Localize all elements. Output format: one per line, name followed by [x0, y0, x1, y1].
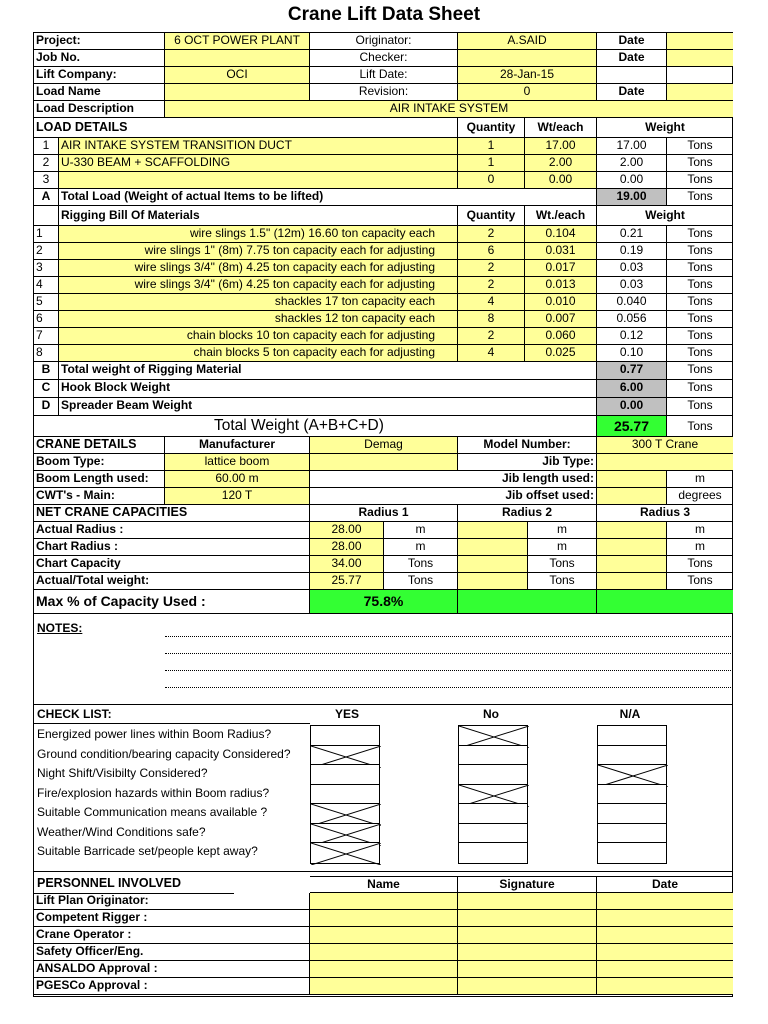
rigging-item-quantity[interactable]: 8 — [458, 311, 525, 328]
boom-type-label: Boom Type: — [34, 454, 165, 471]
personnel-role: Competent Rigger : — [34, 910, 310, 927]
jib-type-field[interactable] — [597, 454, 733, 471]
radius-3-unit: Tons — [667, 556, 733, 573]
jib-offset-unit: degrees — [667, 488, 733, 505]
total-a-value: 19.00 — [597, 189, 667, 206]
load-item-quantity[interactable]: 1 — [458, 155, 525, 172]
radius-1-header: Radius 1 — [310, 505, 458, 522]
radius-3-header: Radius 3 — [597, 505, 733, 522]
load-name-field[interactable] — [165, 84, 310, 101]
capacity-label: Actual/Total weight: — [34, 573, 310, 590]
rigging-item-quantity[interactable]: 4 — [458, 294, 525, 311]
radius-2-unit: m — [528, 539, 597, 556]
checklist-question: Weather/Wind Conditions safe? — [37, 824, 206, 839]
checklist-question: Energized power lines within Boom Radius? — [37, 727, 272, 741]
date-field-1[interactable] — [667, 33, 733, 50]
max-capacity-value: 75.8% — [310, 590, 458, 614]
rigging-item-quantity[interactable]: 2 — [458, 226, 525, 243]
notes-line[interactable] — [165, 687, 733, 688]
personnel-role: ANSALDO Approval : — [34, 961, 310, 978]
rigging-item-description[interactable]: shackles 12 ton capacity each — [59, 311, 458, 328]
personnel-name-field[interactable] — [310, 927, 458, 944]
radius-2-header: Radius 2 — [458, 505, 597, 522]
rigging-item-unit: Tons — [667, 328, 733, 345]
grand-total-unit: Tons — [667, 416, 733, 437]
load-item-unit: Tons — [667, 172, 733, 189]
rigging-item-wt-each[interactable]: 0.013 — [525, 277, 597, 294]
radius-1-value[interactable]: 28.00 — [310, 522, 384, 539]
boom-type-extra[interactable] — [310, 454, 458, 471]
checklist-heading: CHECK LIST: — [37, 707, 112, 721]
radius-3-value[interactable] — [597, 573, 667, 590]
load-description-label: Load Description — [34, 101, 165, 118]
checklist-question: Night Shift/Visibilty Considered? — [37, 766, 208, 780]
personnel-date-field[interactable] — [597, 978, 733, 995]
radius-2-value[interactable] — [458, 539, 528, 556]
rigging-quantity-header: Quantity — [458, 206, 525, 226]
grand-total-value: 25.77 — [597, 416, 667, 437]
boom-type-field[interactable]: lattice boom — [165, 454, 310, 471]
max-capacity-r2 — [458, 590, 597, 614]
job-no-field[interactable] — [165, 50, 310, 67]
checklist-question: Ground condition/bearing capacity Considered? — [37, 746, 291, 761]
load-item-weight: 0.00 — [597, 172, 667, 189]
radius-2-value[interactable] — [458, 556, 528, 573]
checkbox-na[interactable] — [597, 842, 667, 864]
lift-date-field[interactable]: 28-Jan-15 — [458, 67, 597, 84]
date-label-3: Date — [597, 84, 667, 101]
rigging-item-wt-each[interactable]: 0.010 — [525, 294, 597, 311]
date-field-3[interactable] — [667, 84, 733, 101]
personnel-signature-field[interactable] — [458, 944, 597, 961]
row-number: 7 — [34, 328, 59, 345]
personnel-date-field[interactable] — [597, 927, 733, 944]
row-number: 1 — [34, 138, 59, 155]
rigging-item-unit: Tons — [667, 277, 733, 294]
lift-company-field[interactable]: OCI — [165, 67, 310, 84]
originator-field[interactable]: A.SAID — [458, 33, 597, 50]
load-item-description[interactable]: U-330 BEAM + SCAFFOLDING — [59, 155, 458, 172]
rigging-item-wt-each[interactable]: 0.104 — [525, 226, 597, 243]
total-unit: Tons — [667, 362, 733, 380]
row-number: 8 — [34, 345, 59, 362]
checklist-question: Fire/explosion hazards within Boom radius? — [37, 785, 270, 800]
capacity-label: Chart Capacity — [34, 556, 310, 573]
rigging-item-weight: 0.12 — [597, 328, 667, 345]
total-value: 6.00 — [597, 380, 667, 398]
checkbox-no[interactable] — [458, 842, 528, 864]
personnel-date-field[interactable] — [597, 910, 733, 927]
radius-1-unit: Tons — [384, 556, 458, 573]
capacity-label: Chart Radius : — [34, 539, 310, 556]
divider — [34, 723, 310, 724]
na-header: N/A — [619, 707, 641, 721]
date-label-1: Date — [597, 33, 667, 50]
rigging-item-wt-each[interactable]: 0.060 — [525, 328, 597, 345]
rigging-heading: Rigging Bill Of Materials — [59, 206, 458, 226]
personnel-signature-field[interactable] — [458, 927, 597, 944]
load-item-wt-each[interactable]: 17.00 — [525, 138, 597, 155]
radius-2-value[interactable] — [458, 522, 528, 539]
rigging-item-quantity[interactable]: 2 — [458, 277, 525, 294]
no-header: No — [483, 707, 499, 721]
crane-details-heading: CRANE DETAILS — [34, 437, 165, 454]
checkbox-yes[interactable] — [310, 842, 380, 864]
max-capacity-r3 — [597, 590, 733, 614]
name-header: Name — [310, 876, 458, 893]
load-item-weight: 2.00 — [597, 155, 667, 172]
data-sheet — [33, 32, 733, 997]
total-value: 0.77 — [597, 362, 667, 380]
load-item-quantity[interactable]: 0 — [458, 172, 525, 189]
radius-1-value[interactable]: 25.77 — [310, 573, 384, 590]
divider — [34, 871, 733, 872]
yes-header: YES — [334, 707, 359, 721]
grand-total-label: Total Weight (A+B+C+D) — [34, 416, 597, 437]
total-value: 0.00 — [597, 398, 667, 416]
revision-label: Revision: — [310, 84, 458, 101]
rigging-item-description[interactable]: shackles 17 ton capacity each — [59, 294, 458, 311]
total-a-label: Total Load (Weight of actual Items to be lifted) — [59, 189, 597, 206]
rigging-item-unit: Tons — [667, 345, 733, 362]
rigging-item-wt-each[interactable]: 0.017 — [525, 260, 597, 277]
load-details-heading: LOAD DETAILS — [34, 118, 458, 138]
load-description-field[interactable]: AIR INTAKE SYSTEM — [165, 101, 733, 118]
rigging-item-quantity[interactable]: 2 — [458, 328, 525, 345]
radius-2-unit: m — [528, 522, 597, 539]
signature-header: Signature — [458, 876, 597, 893]
rigging-item-description[interactable]: chain blocks 5 ton capacity each for adjusting — [59, 345, 458, 362]
radius-3-unit: Tons — [667, 573, 733, 590]
notes-line[interactable] — [165, 670, 733, 671]
personnel-heading: PERSONNEL INVOLVED — [37, 876, 182, 890]
total-letter: B — [34, 362, 59, 380]
boom-length-field[interactable]: 60.00 m — [165, 471, 310, 488]
total-label: Total weight of Rigging Material — [59, 362, 597, 380]
radius-3-unit: m — [667, 522, 733, 539]
personnel-date-field[interactable] — [597, 893, 733, 910]
rigging-item-description[interactable]: chain blocks 10 ton capacity each for adjusting — [59, 328, 458, 345]
radius-1-value[interactable]: 28.00 — [310, 539, 384, 556]
load-item-wt-each[interactable]: 2.00 — [525, 155, 597, 172]
rigging-item-description[interactable]: wire slings 3/4" (8m) 4.25 ton capacity each for adjusting — [59, 260, 458, 277]
load-item-wt-each[interactable]: 0.00 — [525, 172, 597, 189]
rigging-weight-header: Weight — [597, 206, 733, 226]
row-number: 2 — [34, 243, 59, 260]
total-a-letter: A — [34, 189, 59, 206]
row-number: 4 — [34, 277, 59, 294]
load-item-unit: Tons — [667, 138, 733, 155]
manufacturer-label: Manufacturer — [165, 437, 310, 454]
personnel-name-field[interactable] — [310, 944, 458, 961]
cwt-main-label: CWT's - Main: — [34, 488, 165, 505]
personnel-role: Safety Officer/Eng. — [34, 944, 310, 961]
radius-2-unit: Tons — [528, 573, 597, 590]
rigging-item-wt-each[interactable]: 0.007 — [525, 311, 597, 328]
personnel-signature-field[interactable] — [458, 893, 597, 910]
job-no-label: Job No. — [34, 50, 165, 67]
radius-1-unit: Tons — [384, 573, 458, 590]
jib-type-label: Jib Type: — [458, 454, 597, 471]
checklist-question: Suitable Communication means available ? — [37, 805, 268, 819]
jib-length-label: Jib length used: — [310, 471, 597, 488]
lift-date-label: Lift Date: — [310, 67, 458, 84]
radius-1-unit: m — [384, 539, 458, 556]
load-item-quantity[interactable]: 1 — [458, 138, 525, 155]
radius-3-value[interactable] — [597, 539, 667, 556]
rigging-item-weight: 0.040 — [597, 294, 667, 311]
personnel-name-field[interactable] — [310, 961, 458, 978]
total-letter: C — [34, 380, 59, 398]
personnel-date-field[interactable] — [597, 944, 733, 961]
rigging-item-quantity[interactable]: 6 — [458, 243, 525, 260]
rigging-item-unit: Tons — [667, 226, 733, 243]
radius-3-value[interactable] — [597, 522, 667, 539]
row-number: 3 — [34, 260, 59, 277]
rigging-item-weight: 0.056 — [597, 311, 667, 328]
manufacturer-field[interactable]: Demag — [310, 437, 458, 454]
wt-each-header: Wt/each — [525, 118, 597, 138]
jib-offset-field[interactable] — [597, 488, 667, 505]
jib-offset-label: Jib offset used: — [310, 488, 597, 505]
personnel-signature-field[interactable] — [458, 961, 597, 978]
blank-cell — [597, 67, 667, 84]
checker-label: Checker: — [310, 50, 458, 67]
rigging-item-description[interactable]: wire slings 1.5" (12m) 16.60 ton capacity each — [59, 226, 458, 243]
rigging-item-wt-each[interactable]: 0.031 — [525, 243, 597, 260]
personnel-name-field[interactable] — [310, 893, 458, 910]
date-field-2[interactable] — [667, 50, 733, 67]
rigging-item-weight: 0.19 — [597, 243, 667, 260]
model-number-field[interactable]: 300 T Crane — [597, 437, 733, 454]
rigging-item-weight: 0.21 — [597, 226, 667, 243]
radius-3-value[interactable] — [597, 556, 667, 573]
notes-line[interactable] — [165, 636, 733, 637]
personnel-name-field[interactable] — [310, 978, 458, 995]
personnel-role: Crane Operator : — [34, 927, 310, 944]
total-unit: Tons — [667, 398, 733, 416]
rigging-wt-header: Wt./each — [525, 206, 597, 226]
personnel-date-field[interactable] — [597, 961, 733, 978]
rigging-item-quantity[interactable]: 2 — [458, 260, 525, 277]
rigging-item-description[interactable]: wire slings 1" (8m) 7.75 ton capacity each for adjusting — [59, 243, 458, 260]
boom-length-label: Boom Length used: — [34, 471, 165, 488]
radius-3-unit: m — [667, 539, 733, 556]
revision-field[interactable]: 0 — [458, 84, 597, 101]
row-number: 6 — [34, 311, 59, 328]
radius-2-unit: Tons — [528, 556, 597, 573]
radius-1-unit: m — [384, 522, 458, 539]
rigging-item-unit: Tons — [667, 311, 733, 328]
capacities-heading: NET CRANE CAPACITIES — [34, 505, 310, 522]
divider — [34, 704, 733, 705]
total-unit: Tons — [667, 380, 733, 398]
jib-length-unit: m — [667, 471, 733, 488]
load-name-label: Load Name — [34, 84, 165, 101]
total-letter: D — [34, 398, 59, 416]
rigging-item-weight: 0.03 — [597, 260, 667, 277]
radius-2-value[interactable] — [458, 573, 528, 590]
row-number: 1 — [34, 226, 59, 243]
page-title: Crane Lift Data Sheet — [287, 4, 481, 25]
personnel-name-field[interactable] — [310, 910, 458, 927]
personnel-signature-field[interactable] — [458, 910, 597, 927]
originator-label: Originator: — [310, 33, 458, 50]
personnel-role: PGESCo Approval : — [34, 978, 310, 995]
total-label: Spreader Beam Weight — [59, 398, 597, 416]
jib-length-field[interactable] — [597, 471, 667, 488]
load-item-description[interactable]: AIR INTAKE SYSTEM TRANSITION DUCT — [59, 138, 458, 155]
rigging-item-quantity[interactable]: 4 — [458, 345, 525, 362]
rigging-item-weight: 0.10 — [597, 345, 667, 362]
notes-label: NOTES: — [37, 621, 83, 635]
blank-cell — [34, 206, 59, 226]
row-number: 5 — [34, 294, 59, 311]
rigging-item-unit: Tons — [667, 260, 733, 277]
load-item-weight: 17.00 — [597, 138, 667, 155]
weight-header: Weight — [597, 118, 733, 138]
capacity-label: Actual Radius : — [34, 522, 310, 539]
date-label-2: Date — [597, 50, 667, 67]
personnel-signature-field[interactable] — [458, 978, 597, 995]
project-label: Project: — [34, 33, 165, 50]
notes-line[interactable] — [165, 653, 733, 654]
radius-1-value[interactable]: 34.00 — [310, 556, 384, 573]
row-number: 3 — [34, 172, 59, 189]
personnel-role: Lift Plan Originator: — [34, 893, 310, 910]
load-item-description[interactable] — [59, 172, 458, 189]
total-label: Hook Block Weight — [59, 380, 597, 398]
row-number: 2 — [34, 155, 59, 172]
rigging-item-unit: Tons — [667, 294, 733, 311]
lift-company-label: Lift Company: — [34, 67, 165, 84]
project-field[interactable]: 6 OCT POWER PLANT — [165, 33, 310, 50]
date-header: Date — [597, 876, 733, 893]
max-capacity-label: Max % of Capacity Used : — [34, 590, 310, 614]
rigging-item-weight: 0.03 — [597, 277, 667, 294]
cwt-main-field[interactable]: 120 T — [165, 488, 310, 505]
quantity-header: Quantity — [458, 118, 525, 138]
load-item-unit: Tons — [667, 155, 733, 172]
total-a-unit: Tons — [667, 189, 733, 206]
blank-cell — [667, 67, 733, 84]
rigging-item-unit: Tons — [667, 243, 733, 260]
checker-field[interactable] — [458, 50, 597, 67]
checklist-question: Suitable Barricade set/people kept away? — [37, 844, 258, 858]
rigging-item-wt-each[interactable]: 0.025 — [525, 345, 597, 362]
model-number-label: Model Number: — [458, 437, 597, 454]
rigging-item-description[interactable]: wire slings 3/4" (6m) 4.25 ton capacity each for adjusting — [59, 277, 458, 294]
